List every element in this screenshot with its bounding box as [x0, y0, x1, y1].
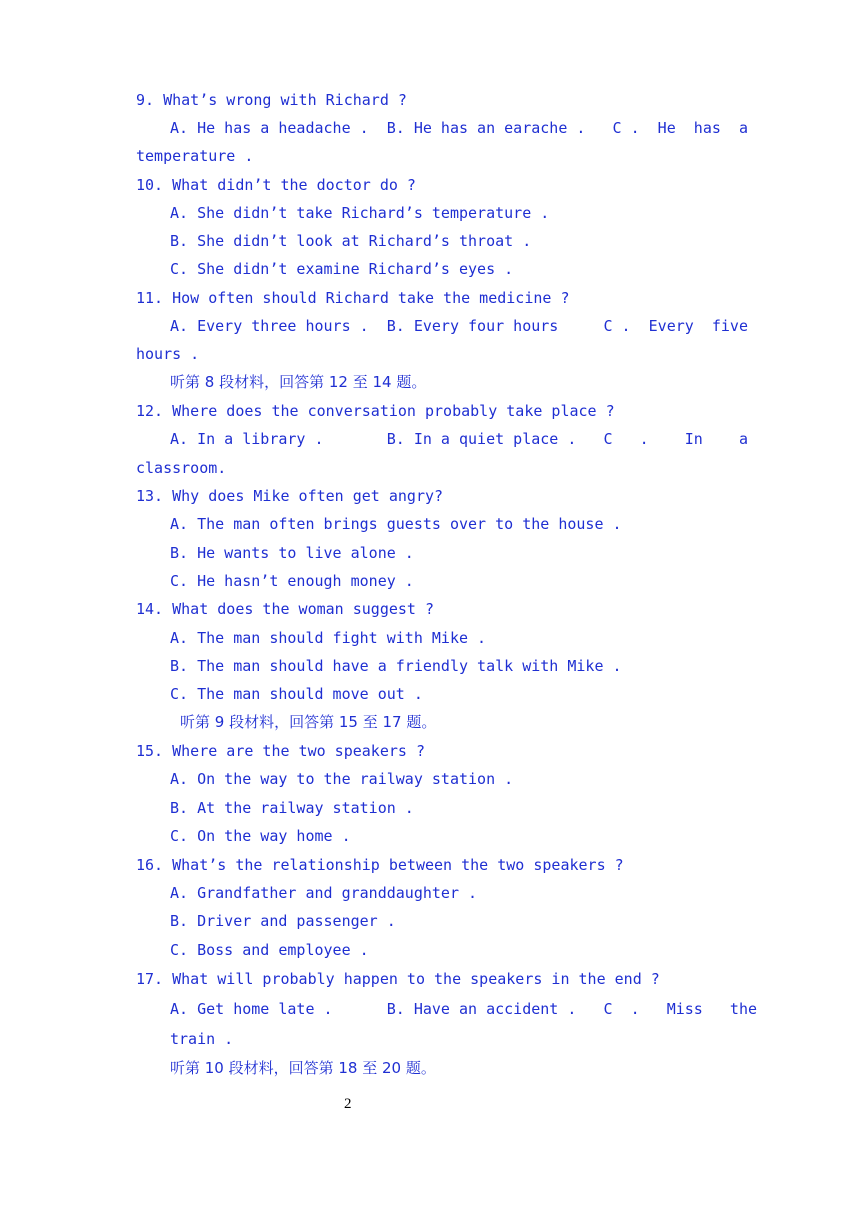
- question-15-option-c: C. On the way home .: [170, 827, 351, 845]
- question-13: 13. Why does Mike often get angry?: [136, 487, 444, 505]
- question-17: 17. What will probably happen to the speakers in the end ?: [136, 970, 660, 988]
- section-10-instruction: 听第 10 段材料，回答第 18 至 20 题。: [170, 1059, 436, 1077]
- section-8-instruction: 听第 8 段材料，回答第 12 至 14 题。: [170, 373, 427, 391]
- question-10: 10. What didn’t the doctor do ?: [136, 176, 416, 194]
- question-10-option-b: B. She didn’t look at Richard’s throat .: [170, 232, 532, 250]
- question-15-option-a: A. On the way to the railway station .: [170, 770, 514, 788]
- question-9-options-continued: temperature .: [136, 147, 254, 165]
- question-12: 12. Where does the conversation probably take place ?: [136, 402, 615, 420]
- question-13-option-c: C. He hasn’t enough money .: [170, 572, 414, 590]
- question-9-options: A. He has a headache . B. He has an earache . C . He has a: [170, 119, 748, 137]
- question-9: 9. What’s wrong with Richard ?: [136, 91, 407, 109]
- question-10-option-c: C. She didn’t examine Richard’s eyes .: [170, 260, 514, 278]
- question-15: 15. Where are the two speakers ?: [136, 742, 425, 760]
- question-11-options-continued: hours .: [136, 345, 200, 363]
- question-16-option-a: A. Grandfather and granddaughter .: [170, 884, 478, 902]
- question-17-options-continued: train .: [170, 1030, 234, 1048]
- question-13-option-a: A. The man often brings guests over to the house .: [170, 515, 622, 533]
- question-17-options: A. Get home late . B. Have an accident . C . Miss the: [170, 1000, 757, 1018]
- question-13-option-b: B. He wants to live alone .: [170, 544, 414, 562]
- page-number: 2: [344, 1096, 352, 1112]
- question-16-option-b: B. Driver and passenger .: [170, 912, 396, 930]
- question-12-options-continued: classroom.: [136, 459, 227, 477]
- question-12-options: A. In a library . B. In a quiet place . C . In a: [170, 430, 748, 448]
- question-16-option-c: C. Boss and employee .: [170, 941, 369, 959]
- question-10-option-a: A. She didn’t take Richard’s temperature .: [170, 204, 550, 222]
- question-14: 14. What does the woman suggest ?: [136, 600, 435, 618]
- section-9-instruction: 听第 9 段材料，回答第 15 至 17 题。: [180, 713, 437, 731]
- question-16: 16. What’s the relationship between the two speakers ?: [136, 856, 624, 874]
- question-14-option-a: A. The man should fight with Mike .: [170, 629, 487, 647]
- question-15-option-b: B. At the railway station .: [170, 799, 414, 817]
- question-11: 11. How often should Richard take the medicine ?: [136, 289, 570, 307]
- question-14-option-c: C. The man should move out .: [170, 685, 423, 703]
- question-14-option-b: B. The man should have a friendly talk with Mike .: [170, 657, 622, 675]
- question-11-options: A. Every three hours . B. Every four hours C . Every five: [170, 317, 748, 335]
